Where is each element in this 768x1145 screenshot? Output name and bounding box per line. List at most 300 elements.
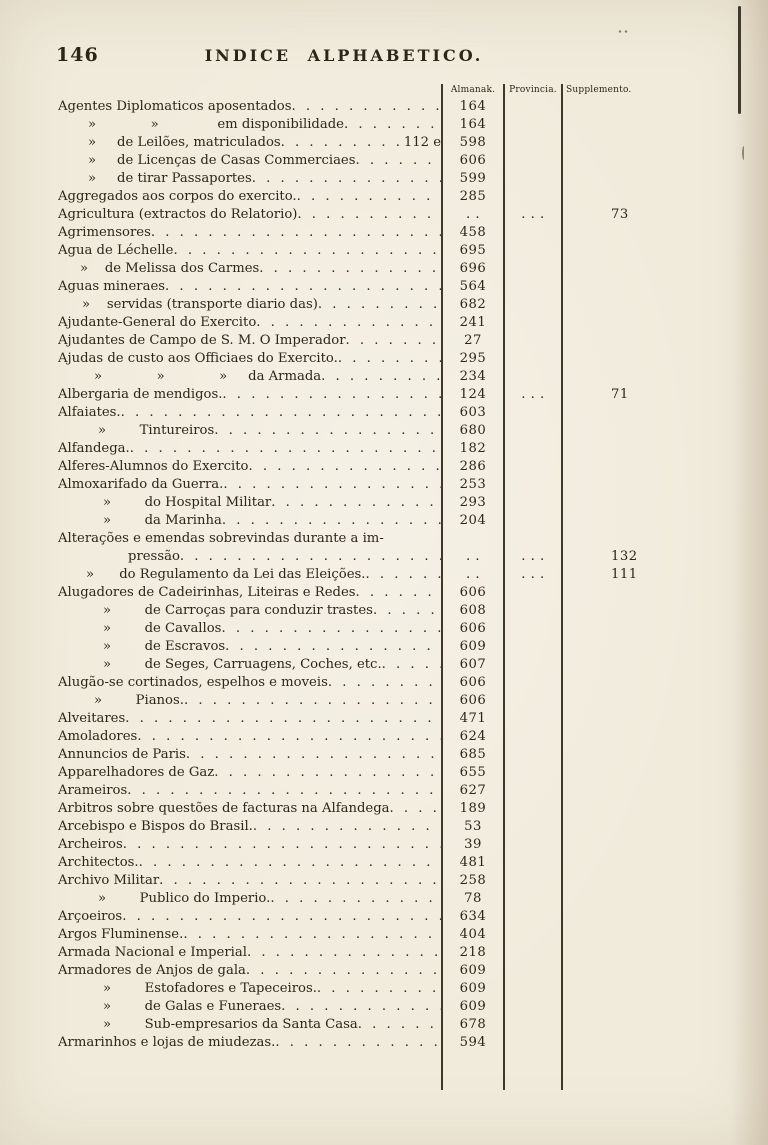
entry-text: Ajudante-General do Exercito <box>58 315 257 330</box>
supplemento-value <box>561 764 691 782</box>
almanak-value: 27 <box>441 332 503 350</box>
almanak-value: 295 <box>441 350 503 368</box>
index-entry-row <box>58 800 691 818</box>
entry-cell <box>58 116 441 134</box>
dot-leader <box>390 800 441 818</box>
supplemento-value <box>561 728 691 746</box>
almanak-value: 182 <box>441 440 503 458</box>
supplemento-value <box>561 512 691 530</box>
supplemento-value <box>561 746 691 764</box>
column-header-provincia: Provincia. <box>503 84 561 98</box>
entry-text: » do Regulamento da Lei das Eleições. <box>86 567 366 582</box>
provincia-value <box>503 116 561 134</box>
almanak-value: 606 <box>441 584 503 602</box>
dot-leader <box>297 206 441 224</box>
almanak-value: 609 <box>441 638 503 656</box>
entry-text: » da Marinha <box>103 513 222 528</box>
entry-cell <box>58 818 441 836</box>
provincia-value <box>503 242 561 260</box>
entry-text: » de Seges, Carruagens, Coches, etc. <box>103 657 382 672</box>
entry-text: » de Leilões, matriculados <box>88 135 281 150</box>
supplemento-value <box>561 98 691 116</box>
provincia-value: . . . <box>503 206 561 224</box>
index-entry-row <box>58 296 691 314</box>
entry-cell <box>58 908 441 926</box>
almanak-value: 606 <box>441 152 503 170</box>
page-title: INDICE ALPHABETICO. <box>204 46 484 65</box>
entry-text: Alveitares <box>58 711 126 726</box>
page-number: 146 <box>56 44 99 66</box>
dot-leader <box>318 296 441 314</box>
almanak-value: 39 <box>441 836 503 854</box>
entry-text: Agentes Diplomaticos aposentados <box>58 99 292 114</box>
almanak-value: 481 <box>441 854 503 872</box>
provincia-value <box>503 458 561 476</box>
provincia-value <box>503 512 561 530</box>
dot-leader <box>346 332 441 350</box>
entry-text: » de Melissa dos Carmes <box>80 261 260 276</box>
provincia-value <box>503 476 561 494</box>
index-entry-row <box>58 1034 691 1052</box>
almanak-value: 286 <box>441 458 503 476</box>
index-entry-row <box>58 476 691 494</box>
dot-leader <box>271 494 441 512</box>
provincia-value <box>503 188 561 206</box>
almanak-value: 241 <box>441 314 503 332</box>
almanak-value: 608 <box>441 602 503 620</box>
supplemento-value <box>561 656 691 674</box>
dot-leader <box>281 998 441 1016</box>
index-entry-row <box>58 224 691 242</box>
index-entry-row <box>58 332 691 350</box>
almanak-value: 599 <box>441 170 503 188</box>
dot-leader <box>246 962 441 980</box>
supplemento-value <box>561 458 691 476</box>
entry-cell <box>58 278 441 296</box>
supplemento-value <box>561 836 691 854</box>
entry-text: » de Galas e Funeraes <box>103 999 282 1014</box>
dot-leader <box>252 170 441 188</box>
entry-text: Archivo Militar <box>58 873 160 888</box>
index-entry-row <box>58 602 691 620</box>
supplemento-value <box>561 134 691 152</box>
entry-text: » do Hospital Militar <box>103 495 272 510</box>
index-entry-row <box>58 116 691 134</box>
provincia-value <box>503 98 561 116</box>
index-entry-row <box>58 620 691 638</box>
provincia-value <box>503 584 561 602</box>
entry-text: » de Escravos <box>103 639 226 654</box>
dot-leader <box>270 890 441 908</box>
entry-cell <box>58 260 441 278</box>
entry-cell <box>58 458 441 476</box>
almanak-value: 78 <box>441 890 503 908</box>
almanak-value: . . <box>441 566 503 584</box>
entry-text: » de tirar Passaportes <box>88 171 252 186</box>
entry-cell <box>58 728 441 746</box>
entry-cell <box>58 368 441 386</box>
entry-cell <box>58 998 441 1016</box>
index-entry-row <box>58 566 691 584</box>
almanak-value: 218 <box>441 944 503 962</box>
entry-cell <box>58 314 441 332</box>
entry-cell <box>58 476 441 494</box>
dot-leader <box>281 134 401 152</box>
entry-cell <box>58 638 441 656</box>
index-entry-row <box>58 980 691 998</box>
dot-leader <box>356 584 441 602</box>
dot-leader <box>137 728 441 746</box>
provincia-value: . . . <box>503 386 561 404</box>
dot-leader <box>247 944 441 962</box>
dot-leader <box>139 854 441 872</box>
provincia-value <box>503 440 561 458</box>
supplemento-value <box>561 620 691 638</box>
supplemento-value: 111 <box>561 566 691 584</box>
entry-text: Arbitros sobre questões de facturas na Alfandega <box>58 801 390 816</box>
index-entry-row <box>58 1016 691 1034</box>
entry-text: » servidas (transporte diario das) <box>82 297 318 312</box>
almanak-value: 189 <box>441 800 503 818</box>
entry-text: Alfaiates. <box>58 405 121 420</box>
entry-cell <box>58 890 441 908</box>
index-entry-row <box>58 458 691 476</box>
entry-text: Alterações e emendas sobrevindas durante a im- <box>58 531 384 546</box>
provincia-value <box>503 890 561 908</box>
entry-text: » de Cavallos <box>103 621 222 636</box>
dot-leader <box>127 782 441 800</box>
entry-cell <box>58 800 441 818</box>
index-entry-row <box>58 944 691 962</box>
provincia-value <box>503 1016 561 1034</box>
index-entry-row <box>58 998 691 1016</box>
almanak-value: 655 <box>441 764 503 782</box>
entry-cell <box>58 980 441 998</box>
entry-suffix: 112 e <box>403 135 441 150</box>
entry-cell <box>58 566 441 584</box>
dot-leader <box>165 278 441 296</box>
dot-leader <box>292 98 441 116</box>
tail-provincia-cell <box>503 1052 561 1090</box>
index-entry-row <box>58 890 691 908</box>
provincia-value <box>503 836 561 854</box>
entry-cell <box>58 746 441 764</box>
entry-cell <box>58 224 441 242</box>
scan-artifact <box>742 146 746 160</box>
supplemento-value <box>561 332 691 350</box>
entry-cell <box>58 548 441 566</box>
provincia-value <box>503 656 561 674</box>
supplemento-value <box>561 188 691 206</box>
table-header-row <box>58 84 691 98</box>
entry-text: » de Carroças para conduzir trastes <box>103 603 373 618</box>
entry-text: » Publico do Imperio. <box>98 891 271 906</box>
entry-text: pressão <box>128 549 180 564</box>
dot-leader <box>214 764 441 782</box>
entry-text: Alferes-Alumnos do Exercito <box>58 459 249 474</box>
supplemento-value <box>561 242 691 260</box>
dot-leader <box>328 674 441 692</box>
dot-leader <box>183 926 441 944</box>
entry-cell <box>58 944 441 962</box>
index-entry-row <box>58 494 691 512</box>
supplemento-value <box>561 980 691 998</box>
almanak-value: 234 <box>441 368 503 386</box>
entry-cell <box>58 134 441 152</box>
almanak-value: 471 <box>441 710 503 728</box>
entry-text: Albergaria de mendigos. <box>58 387 223 402</box>
supplemento-value <box>561 530 691 548</box>
index-entry-row <box>58 422 691 440</box>
provincia-value <box>503 908 561 926</box>
entry-text: Alugadores de Cadeirinhas, Liteiras e Redes <box>58 585 356 600</box>
supplemento-value <box>561 818 691 836</box>
supplemento-value <box>561 584 691 602</box>
index-entry-row <box>58 134 691 152</box>
dot-leader <box>358 1016 441 1034</box>
supplemento-value <box>561 368 691 386</box>
index-entry-row <box>58 836 691 854</box>
page-header <box>0 0 768 84</box>
provincia-value <box>503 944 561 962</box>
supplemento-value <box>561 224 691 242</box>
index-entry-row <box>58 962 691 980</box>
almanak-value: 695 <box>441 242 503 260</box>
supplemento-value <box>561 674 691 692</box>
entry-cell <box>58 620 441 638</box>
almanak-value: 204 <box>441 512 503 530</box>
supplemento-value <box>561 602 691 620</box>
provincia-value <box>503 134 561 152</box>
provincia-value <box>503 404 561 422</box>
supplemento-value: 73 <box>561 206 691 224</box>
dot-leader <box>121 404 441 422</box>
index-entry-row <box>58 152 691 170</box>
entry-cell <box>58 530 441 548</box>
entry-cell <box>58 1016 441 1034</box>
index-entry-row <box>58 638 691 656</box>
index-entry-row <box>58 350 691 368</box>
provincia-value <box>503 710 561 728</box>
entry-text: » » » da Armada <box>94 369 322 384</box>
entry-text: Amoladores <box>58 729 138 744</box>
entry-cell <box>58 296 441 314</box>
almanak-value: . . <box>441 548 503 566</box>
dot-leader <box>253 818 441 836</box>
entry-text: Alugão-se cortinados, espelhos e moveis <box>58 675 328 690</box>
index-entry-row <box>58 242 691 260</box>
supplemento-value <box>561 854 691 872</box>
supplemento-value <box>561 782 691 800</box>
entry-cell <box>58 764 441 782</box>
entry-cell <box>58 440 441 458</box>
entry-text: Annuncios de Paris <box>58 747 186 762</box>
provincia-value <box>503 494 561 512</box>
provincia-value <box>503 314 561 332</box>
entry-text: Agrimensores <box>58 225 151 240</box>
supplemento-value <box>561 908 691 926</box>
tail-entry-cell <box>58 1052 441 1090</box>
entry-column-header <box>58 84 441 98</box>
entry-cell <box>58 926 441 944</box>
dot-leader <box>214 422 441 440</box>
provincia-value <box>503 350 561 368</box>
provincia-value <box>503 1034 561 1052</box>
almanak-value: 164 <box>441 116 503 134</box>
entry-text: Arameiros <box>58 783 128 798</box>
index-entry-row <box>58 818 691 836</box>
entry-cell <box>58 1034 441 1052</box>
supplemento-value <box>561 872 691 890</box>
dot-leader <box>225 638 441 656</box>
almanak-value: 603 <box>441 404 503 422</box>
entry-cell <box>58 962 441 980</box>
almanak-value: 293 <box>441 494 503 512</box>
almanak-value: 634 <box>441 908 503 926</box>
almanak-value: 606 <box>441 692 503 710</box>
almanak-value <box>441 530 503 548</box>
supplemento-value <box>561 152 691 170</box>
supplemento-value <box>561 926 691 944</box>
entry-text: Ajudas de custo aos Officiaes do Exercito. <box>58 351 338 366</box>
almanak-value: 564 <box>441 278 503 296</box>
entry-text: Arcebispo e Bispos do Brasil. <box>58 819 253 834</box>
index-table <box>58 84 691 1090</box>
dot-leader <box>186 746 441 764</box>
column-header-almanak: Almanak. <box>441 84 503 98</box>
provincia-value <box>503 152 561 170</box>
dot-leader <box>256 314 441 332</box>
supplemento-value <box>561 890 691 908</box>
entry-cell <box>58 404 441 422</box>
entry-cell <box>58 512 441 530</box>
provincia-value <box>503 602 561 620</box>
entry-cell <box>58 836 441 854</box>
almanak-value: 685 <box>441 746 503 764</box>
entry-text: Agua de Léchelle <box>58 243 174 258</box>
almanak-value: 164 <box>441 98 503 116</box>
entry-text: » Sub-empresarios da Santa Casa <box>103 1017 358 1032</box>
provincia-value <box>503 332 561 350</box>
dot-leader <box>365 566 441 584</box>
supplemento-value <box>561 692 691 710</box>
provincia-value <box>503 260 561 278</box>
entry-text: Aguas mineraes <box>58 279 166 294</box>
almanak-value: 607 <box>441 656 503 674</box>
almanak-value: 609 <box>441 962 503 980</box>
supplemento-value <box>561 800 691 818</box>
entry-cell <box>58 656 441 674</box>
supplemento-value <box>561 944 691 962</box>
tail-almanak-cell <box>441 1052 503 1090</box>
index-entry-row <box>58 656 691 674</box>
index-entry-row <box>58 674 691 692</box>
tail-supplemento-cell <box>561 1052 691 1090</box>
provincia-value <box>503 224 561 242</box>
provincia-value <box>503 170 561 188</box>
dot-leader <box>344 116 441 134</box>
index-entry-row <box>58 260 691 278</box>
entry-cell <box>58 98 441 116</box>
provincia-value <box>503 962 561 980</box>
index-entry-row <box>58 746 691 764</box>
provincia-value <box>503 854 561 872</box>
index-entry-row <box>58 908 691 926</box>
almanak-value: 682 <box>441 296 503 314</box>
index-entry-row <box>58 584 691 602</box>
supplemento-value <box>561 404 691 422</box>
entry-cell <box>58 188 441 206</box>
index-entry-row <box>58 206 691 224</box>
index-entry-row <box>58 710 691 728</box>
index-entry-row <box>58 368 691 386</box>
provincia-value <box>503 764 561 782</box>
dot-leader <box>382 656 441 674</box>
table-tail-row <box>58 1052 691 1090</box>
dot-leader <box>259 260 441 278</box>
index-entry-row <box>58 872 691 890</box>
almanak-value: 598 <box>441 134 503 152</box>
index-entry-row <box>58 170 691 188</box>
entry-text: » Estofadores e Tapeceiros. <box>103 981 317 996</box>
entry-cell <box>58 350 441 368</box>
provincia-value <box>503 818 561 836</box>
index-entry-row <box>58 188 691 206</box>
dot-leader <box>184 692 441 710</box>
dot-leader <box>223 476 441 494</box>
supplemento-value <box>561 296 691 314</box>
entry-cell <box>58 782 441 800</box>
entry-cell <box>58 584 441 602</box>
almanak-value: 404 <box>441 926 503 944</box>
index-entry-row <box>58 782 691 800</box>
dot-leader <box>356 152 442 170</box>
supplemento-value <box>561 710 691 728</box>
index-entry-row <box>58 728 691 746</box>
provincia-value <box>503 422 561 440</box>
dot-leader <box>297 188 441 206</box>
dot-leader <box>248 458 441 476</box>
entry-text: Alfandega. <box>58 441 130 456</box>
entry-text: » de Licenças de Casas Commerciaes <box>88 153 356 168</box>
dot-leader <box>123 836 441 854</box>
supplemento-value <box>561 1034 691 1052</box>
entry-text: » Tintureiros <box>98 423 215 438</box>
index-entry-row <box>58 764 691 782</box>
entry-text: Almoxarifado da Guerra. <box>58 477 224 492</box>
almanak-value: 285 <box>441 188 503 206</box>
dot-leader <box>338 350 441 368</box>
provincia-value <box>503 980 561 998</box>
entry-text: Architectos. <box>58 855 139 870</box>
almanak-value: 624 <box>441 728 503 746</box>
supplemento-value <box>561 440 691 458</box>
entry-cell <box>58 692 441 710</box>
dot-leader <box>159 872 441 890</box>
provincia-value: . . . <box>503 548 561 566</box>
dot-leader <box>321 368 441 386</box>
index-entry-row <box>58 98 691 116</box>
provincia-value <box>503 620 561 638</box>
supplemento-value <box>561 638 691 656</box>
index-entries <box>58 98 691 1052</box>
supplemento-value <box>561 314 691 332</box>
entry-cell <box>58 710 441 728</box>
dot-leader <box>173 242 441 260</box>
provincia-value <box>503 368 561 386</box>
almanak-value: 258 <box>441 872 503 890</box>
provincia-value <box>503 692 561 710</box>
